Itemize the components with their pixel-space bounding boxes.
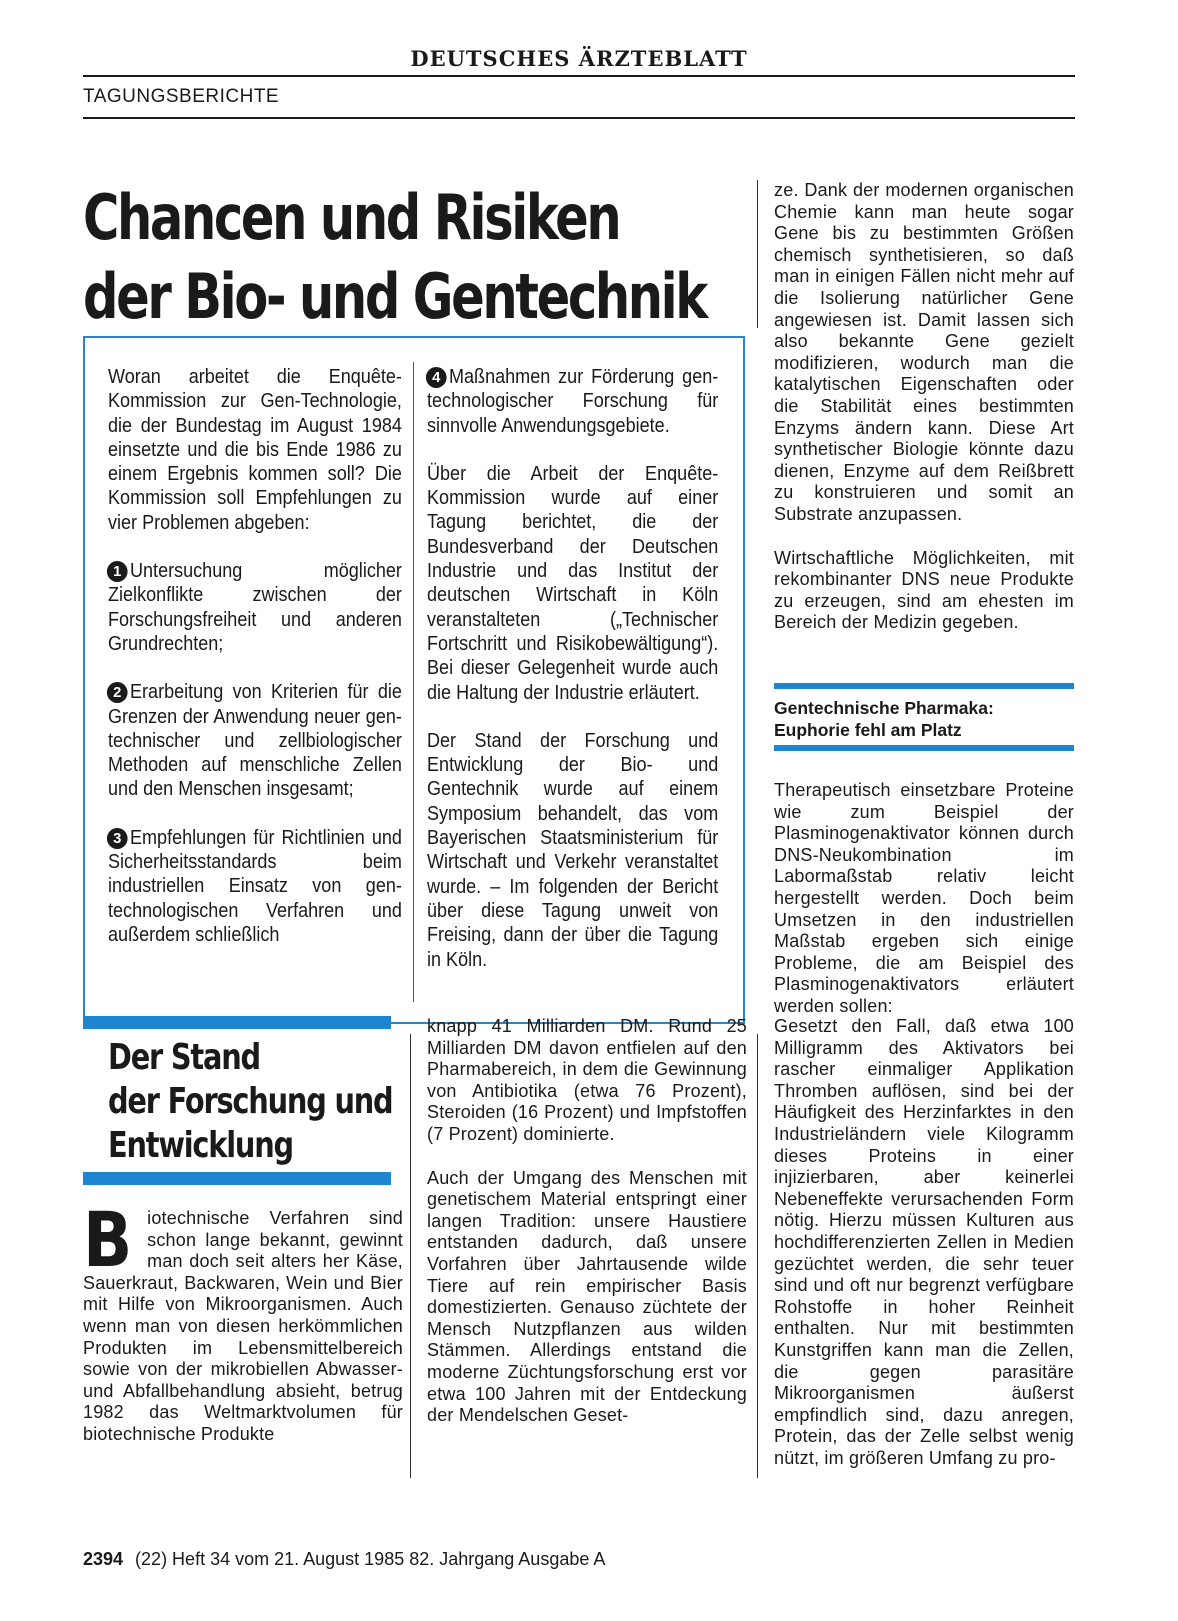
right-column-middle: [774, 780, 1074, 1040]
subheading-bar-top: [774, 683, 1074, 689]
section-title-bar-bottom: [83, 1172, 391, 1185]
number-2-icon: 2: [107, 682, 128, 703]
info-box-item-text: Maßnahmen zur Förderung gen-technologischer Forschung für sinnvolle Anwendungsgebiete.: [427, 365, 719, 437]
page-footer: [83, 1548, 605, 1570]
right-column-top: [774, 180, 1074, 656]
info-box-item-text: Empfehlungen für Richtlinien und Sicherheitsstandards beim industriellen Einsatz von gen-technologischen Verfahren und außerdem schließlich: [108, 825, 402, 946]
info-box-item-1: [108, 559, 402, 656]
number-4-icon: 4: [426, 367, 447, 388]
info-box-divider: [413, 362, 414, 1002]
section-title-line-2: der Forschung und: [108, 1081, 393, 1122]
info-box-item-4: [427, 365, 718, 438]
masthead-rule: [83, 75, 1075, 77]
body-text: iotechnische Verfahren sind schon lange bekannt, gewinnt man doch seit alters her Käse, Sauerkraut, Backwaren, Wein und Bier mit Hilfe von Mikroorganismen. Auch wenn man von diesen herkömmlichen Produkten im Lebensmittelbereich sowie von der mikrobiellen Abwasser- und Abfallbehandlung absieht, betrug 1982 das Weltmarktvolumen für biotechnische Produkte: [83, 1208, 403, 1444]
right-column-bottom: [774, 1016, 1074, 1491]
info-box-column-left: [108, 365, 402, 971]
body-paragraph: ze. Dank der modernen organischen Chemie kann man heute sogar Gene bis zu bestimmten Größen chemisch synthetisieren, so daß man in einigen Fällen nicht mehr auf die Isolierung natürlicher Gene angewiesen ist. Damit lassen sich also bekannte Gene gezielt modifizieren, wodurch man die katalytischen Eigenschaften oder die Stabilität eines bestimmten Enzyms ändern kann. Diese Art synthetischer Biologie könnte dazu dienen, Enzyme auf dem Reißbrett zu konstruieren und somit an Substrate anzupassen.: [774, 180, 1074, 524]
number-1-icon: 1: [107, 561, 128, 582]
body-paragraph: Gesetzt den Fall, daß etwa 100 Milligramm des Aktivators bei rascher einmaliger Applikation Thromben auflösen, sind bei der Häufigkeit des Herzinfarktes in den Industrieländern viele Kilogramm dieses Proteins in einer injizierbaren, aber keinerlei Nebeneffekte verursachenden Form nötig. Hierzu müssen Kulturen aus hochdifferenzierten Zellen in Medien gezüchtet werden, die sehr teuer sind und oft nur begrenzt verfügbare Rohstoffe in hoher Reinheit enthalten. Nur mit bestimmten Kunstgriffen kann man die Zellen, die gegen parasitäre Mikroorganismen äußerst empfindlich sind, dazu anregen, Protein, das der Zelle selbst wenig nützt, im größeren Umfang zu pro-: [774, 1016, 1074, 1468]
info-box-item-text: Untersuchung möglicher Zielkonflikte zwischen der Forschungsfreiheit und anderen Grundrechten;: [108, 559, 402, 655]
body-paragraph: Therapeutisch einsetzbare Proteine wie zum Beispiel der Plasminogenaktivator können durch DNS-Neukombination im Labormaßstab relativ leicht hergestellt werden. Doch beim Umsetzen in den industriellen Maßstab ergeben sich einige Probleme, die am Beispiel des Plasminogenaktivators erläutert werden sollen:: [774, 780, 1074, 1016]
subheading-line-1: Gentechnische Pharmaka:: [774, 698, 994, 718]
body-paragraph: [83, 1195, 403, 1446]
masthead: DEUTSCHES ÄRZTEBLATT: [410, 46, 748, 71]
body-paragraph: knapp 41 Milliarden DM. Rund 25 Milliarden DM davon entfielen auf den Pharmabereich, in dem die Gewinnung von Antibiotika (etwa 76 Prozent), Steroiden (16 Prozent) und Impfstoffen (7 Prozent) dominierte.: [427, 1016, 747, 1144]
section-title-line-3: Entwicklung: [108, 1125, 293, 1166]
section-label: TAGUNGSBERICHTE: [83, 86, 280, 107]
column-rule: [410, 1034, 411, 1478]
subheading: [774, 697, 1074, 741]
body-paragraph: Auch der Umgang des Menschen mit genetischem Material entspringt einer langen Tradition: unsere Haustiere entstanden dadurch, daß unsere Vorfahren über Jahrtausende wilde Tiere auf rein empirischer Basis domestizierten. Genauso züchtete der Mensch Nutzpflanzen aus wilden Stämmen. Allerdings entstand die moderne Züchtungsforschung erst vor etwa 100 Jahren mit der Entdeckung der Mendelschen Geset-: [427, 1167, 747, 1426]
column-rule: [757, 180, 758, 328]
info-box-item-2: [108, 680, 402, 801]
info-box-column-right: [427, 365, 718, 996]
page-number: 2394: [83, 1549, 124, 1569]
info-box-item-3: [108, 826, 402, 947]
headline: [83, 178, 706, 336]
subheading-bar-bottom: [774, 745, 1074, 751]
column-rule: [757, 1034, 758, 1478]
headline-line-2: der Bio- und Gentechnik: [83, 260, 706, 333]
number-3-icon: 3: [107, 828, 128, 849]
middle-column: [427, 1016, 747, 1449]
info-box-item-text: Erarbeitung von Kriterien für die Grenzen der Anwendung neuer gen-technischer und zellbiologischer Methoden auf menschliche Zellen und den Menschen insgesamt;: [108, 680, 402, 801]
info-box-paragraph: Über die Arbeit der Enquête-Kommission wurde auf einer Tagung berichtet, die der Bundesverband der Deutschen Industrie und das Institut der deutschen Wirtschaft in Köln veranstalteten („Technischer Fortschritt und Risikobewältigung“). Bei dieser Gelegenheit wurde auch die Haltung der Industrie erläutert.: [427, 461, 719, 704]
drop-cap: B: [83, 1195, 133, 1284]
issue-info: (22) Heft 34 vom 21. August 1985 82. Jahrgang Ausgabe A: [135, 1549, 606, 1569]
info-box-intro: Woran arbeitet die Enquête-Kommission zur Gen-Technologie, die der Bundestag im August 1984 einsetzte und die bis Ende 1986 zu einem Ergebnis kommen soll? Die Kommission soll Empfehlungen zu vier Problemen abgeben:: [108, 365, 402, 534]
body-paragraph: Wirtschaftliche Möglichkeiten, mit rekombinanter DNS neue Produkte zu erzeugen, sind am ehesten im Bereich der Medizin gegeben.: [774, 547, 1074, 633]
info-box-paragraph: Der Stand der Forschung und Entwicklung der Bio- und Gentechnik wurde auf einem Symposium behandelt, das vom Bayerischen Staatsministerium für Wirtschaft und Verkehr veranstaltet wurde. – Im folgenden der Bericht über diese Tagung unweit von Freising, dann der über die Tagung in Köln.: [427, 728, 719, 971]
section-title-bar-top: [83, 1016, 391, 1029]
section-title: [108, 1036, 396, 1168]
section-rule: [83, 117, 1075, 119]
section-title-line-1: Der Stand: [108, 1037, 260, 1078]
headline-line-1: Chancen und Risiken: [83, 181, 620, 254]
left-column: [83, 1195, 403, 1468]
subheading-line-2: Euphorie fehl am Platz: [774, 720, 962, 740]
